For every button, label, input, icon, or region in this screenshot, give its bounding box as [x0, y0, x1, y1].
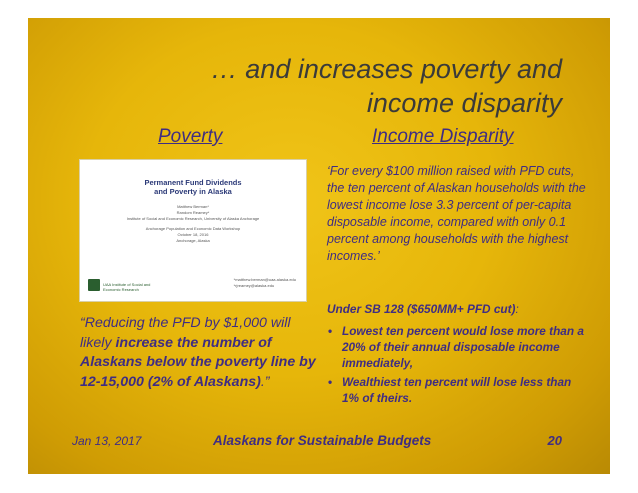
slide [28, 18, 610, 474]
list-item [327, 374, 589, 406]
income-disparity-heading: Income Disparity [372, 126, 514, 147]
report-details [80, 204, 306, 244]
sb-128-heading [327, 301, 589, 317]
report-title [80, 178, 306, 196]
iser-logo-icon [88, 279, 100, 291]
report-author-1: Matthew Berman* [177, 204, 209, 209]
slide-title-line-1: … and increases poverty and [210, 54, 562, 84]
slide-title [102, 52, 562, 120]
poverty-quote-emphasis: increase the number of Alaskans below the poverty line by 12-15,000 (2% of Alaskans) [80, 334, 316, 390]
poverty-quote-end: .” [260, 373, 270, 390]
report-email-2: *rjreamey@alaska.edu [233, 283, 275, 288]
sb-128-heading-colon: : [515, 302, 519, 316]
report-author-2: Random Reamey* [176, 210, 210, 215]
income-disparity-quote: ‘For every $100 million raised with PFD cuts, the ten percent of Alaskan households with the lowest income lose 3.3 percent of per-capita disposable income, compared with only 0.1 percent among households with the highest incomes.’ [327, 164, 586, 263]
sb-128-impact-list [327, 323, 589, 409]
report-email-1: *matthew.berman@uaa.alaska.edu [233, 277, 296, 282]
iser-logo-text: UAA Institute of Social and Economic Research [103, 282, 151, 292]
list-item-text: Wealthiest ten percent will lose less than 1% of theirs. [342, 375, 572, 405]
report-cover-thumbnail [80, 160, 306, 301]
report-place: Anchorage, Alaska [176, 238, 210, 243]
report-title-line-1: Permanent Fund Dividends [144, 178, 242, 187]
report-institute: Institute of Social and Economic Research, University of Alaska Anchorage [126, 216, 260, 221]
poverty-quote-start: “Reducing the PFD by $1,000 will likely [80, 315, 291, 351]
bullet-icon: • [328, 375, 333, 389]
poverty-quote [80, 314, 326, 392]
footer-date: Jan 13, 2017 [72, 434, 142, 448]
slide-number: 20 [547, 433, 562, 448]
sb-128-heading-text: Under SB 128 ($650MM+ PFD cut) [327, 302, 516, 316]
report-date: October 18, 2016 [177, 232, 209, 237]
footer-organization: Alaskans for Sustainable Budgets [213, 433, 432, 448]
report-title-line-2: and Poverty in Alaska [154, 187, 232, 196]
report-emails [234, 277, 296, 289]
bullet-icon: • [328, 324, 333, 338]
report-event: Anchorage Population and Economic Data Workshop [145, 226, 241, 231]
slide-title-line-2: income disparity [366, 88, 562, 118]
list-item-text: Lowest ten percent would lose more than a 20% of their annual disposable income immediately, [342, 324, 584, 370]
poverty-heading: Poverty [158, 126, 223, 147]
list-item [327, 323, 589, 371]
